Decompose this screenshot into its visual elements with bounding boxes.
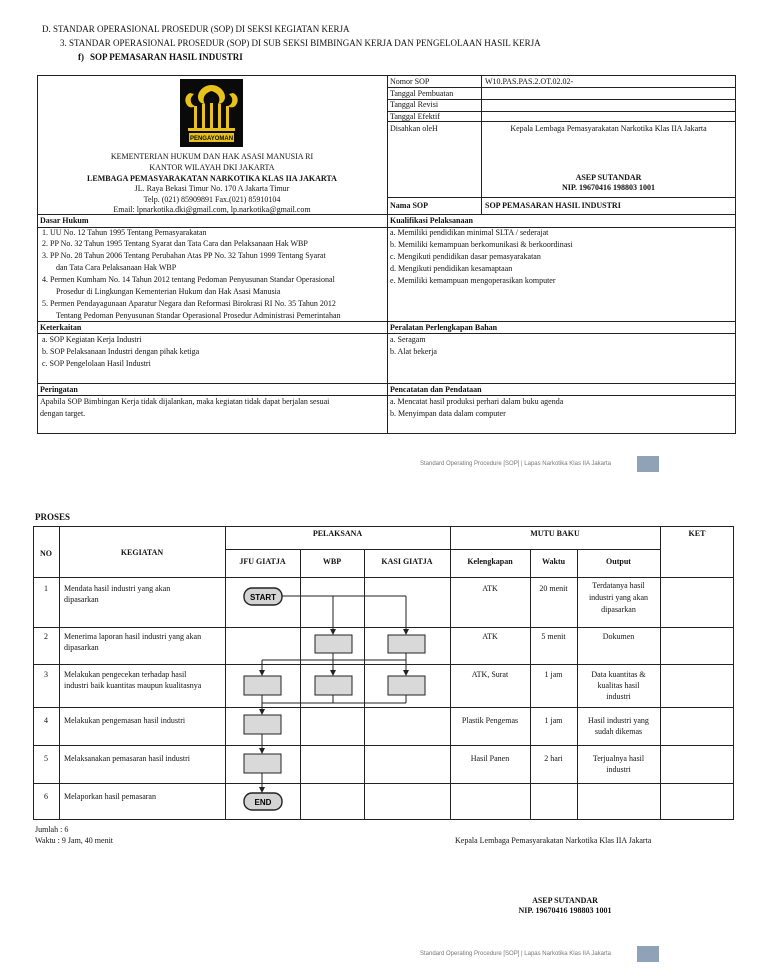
row-kegiatan-line-1: Melakukan pengemasan hasil industri <box>64 716 186 725</box>
process-box-wbp-2 <box>315 635 352 653</box>
logo-caption: PENGAYOMAN <box>189 136 234 142</box>
col-waktu-header: Waktu <box>541 557 566 566</box>
institution-regional-office: KANTOR WILAYAH DKI JAKARTA <box>149 163 275 172</box>
end-label: END <box>254 798 272 807</box>
institution-name: LEMBAGA PEMASYARAKATAN NARKOTIKA KLAS IIA JAKARTA <box>87 174 337 183</box>
page-footer-text: Standard Operating Procedure [SOP] | Lapas Narkotika Klas IIA Jakarta <box>420 461 611 467</box>
peringatan-title: Peringatan <box>40 385 78 394</box>
list-item: c. Mengikuti pendidikan dasar pemasyarakatan <box>390 252 541 261</box>
row-output-line-2: sudah dikemas <box>594 727 643 736</box>
row-output-line-1: Hasil industri yang <box>588 716 649 725</box>
row-kelengkapan: Plastik Pengemas <box>461 716 519 725</box>
list-item: 4. Permen Kumham No. 14 Tahun 2012 tentang Pedoman Penyusunan Standar Operasional <box>42 275 335 284</box>
row-kegiatan-line-1: Mendata hasil industri yang akan <box>64 584 171 593</box>
summary-signer-nip: NIP. 19670416 198803 1001 <box>518 906 612 915</box>
col-jfu-header: JFU GIATJA <box>239 557 286 566</box>
page-footer-text-2: Standard Operating Procedure [SOP] | Lapas Narkotika Klas IIA Jakarta <box>420 951 611 957</box>
row-kegiatan-line-1: Menerima laporan hasil industri yang akan <box>64 632 202 641</box>
keterkaitan-title: Keterkaitan <box>40 323 82 332</box>
row-kegiatan-line-1: Melakukan pengecekan terhadap hasil <box>64 670 187 679</box>
proses-title: PROSES <box>35 512 71 522</box>
peringatan-line-1: Apabila SOP Bimbingan Kerja tidak dijalankan, maka kegiatan tidak dapat berjalan sesuai <box>40 397 330 406</box>
row-output-line-1: Data kuantitas & <box>591 670 646 679</box>
list-item: b. Memiliki kemampuan berkomunikasi & berkoordinasi <box>390 240 573 249</box>
process-box-jfu-3 <box>244 676 281 695</box>
disahkan-label: Disahkan oleH <box>390 124 438 133</box>
sop-marker: f) <box>78 52 84 62</box>
row-waktu: 20 menit <box>539 584 568 593</box>
row-kegiatan-line-1: Melaporkan hasil pemasaran <box>64 792 156 801</box>
list-item: 5. Permen Pendayagunaan Aparatur Negara dan Reformasi Birokrasi RI No. 35 Tahun 2012 <box>42 299 336 308</box>
col-kegiatan-header: KEGIATAN <box>120 548 164 557</box>
row-output-line-1: Terjualnya hasil <box>592 754 645 763</box>
list-item: dan Tata Cara Pelaksanaan Hak WBP <box>56 263 177 272</box>
row-kelengkapan: ATK, Surat <box>471 670 509 679</box>
nomor-sop-value: W10.PAS.PAS.2.OT.02.02- <box>485 77 574 86</box>
nomor-sop-label: Nomor SOP <box>390 77 430 86</box>
process-box-kasi-3 <box>388 676 425 695</box>
row-kegiatan-line-2: dipasarkan <box>64 643 99 652</box>
row-output-line-2: kualitas hasil <box>597 681 640 690</box>
row-kelengkapan: Hasil Panen <box>470 754 510 763</box>
nama-sop-value: SOP PEMASARAN HASIL INDUSTRI <box>485 201 621 210</box>
institution-email[interactable]: Email: lpnarkotika.dki@gmail.com, lp.narkotika@gmail.com <box>113 205 311 214</box>
tanggal-pembuatan-label: Tanggal Pembuatan <box>390 89 454 98</box>
row-no: 6 <box>44 792 48 801</box>
list-item: Tentang Pedoman Penyusunan Standar Operasional Prosedur Administrasi Pemerintahan <box>56 311 341 320</box>
list-item: a. SOP Kegiatan Kerja Industri <box>42 335 142 344</box>
row-output-line-1: Terdatanya hasil <box>592 581 645 590</box>
pencatatan-title: Pencatatan dan Pendataan <box>390 385 482 394</box>
list-item: Prosedur di Lingkungan Kementerian Hukum dan Hak Asasi Manusia <box>56 287 281 296</box>
row-kegiatan-line-1: Melaksanakan pemasaran hasil industri <box>64 754 190 763</box>
list-item: e. Memiliki kemampuan mengoperasikan komputer <box>390 276 556 285</box>
institution-ministry: KEMENTERIAN HUKUM DAN HAK ASASI MANUSIA RI <box>110 152 314 161</box>
section-heading-3: 3. STANDAR OPERASIONAL PROSEDUR (SOP) DI SUB SEKSI BIMBINGAN KERJA DAN PENGELOLAAN HASIL KERJA <box>60 38 541 48</box>
row-kegiatan-line-2: industri baik kuantitas maupun kualitasnya <box>64 681 202 690</box>
disahkan-value: Kepala Lembaga Pemasyarakatan Narkotika Klas IIA Jakarta <box>510 124 707 133</box>
nama-sop-label: Nama SOP <box>390 201 428 210</box>
row-waktu: 5 menit <box>541 632 566 641</box>
list-item: b. SOP Pelaksanaan Industri dengan pihak ketiga <box>42 347 200 356</box>
col-output-header: Output <box>606 557 631 566</box>
institution-address: JL. Raya Bekasi Timur No. 170 A Jakarta Timur <box>134 184 290 193</box>
col-no-header: NO <box>40 549 52 558</box>
row-no: 1 <box>44 584 48 593</box>
row-waktu: 1 jam <box>544 670 563 679</box>
start-label: START <box>249 593 277 602</box>
list-item: b. Alat bekerja <box>390 347 437 356</box>
row-output-line-3: industri <box>606 692 631 701</box>
row-no: 4 <box>44 716 48 725</box>
tanggal-efektif-label: Tanggal Efektif <box>390 112 440 121</box>
section-heading-d: D. STANDAR OPERASIONAL PROSEDUR (SOP) DI SEKSI KEGIATAN KERJA <box>42 24 350 34</box>
list-item: d. Mengikuti pendidikan kesamaptaan <box>390 264 513 273</box>
col-wbp-header: WBP <box>322 557 342 566</box>
process-box-wbp-3 <box>315 676 352 695</box>
col-kasi-header: KASI GIATJA <box>381 557 433 566</box>
process-box-jfu-5 <box>244 754 281 773</box>
signer-name: ASEP SUTANDAR <box>575 173 642 182</box>
list-item: b. Menyimpan data dalam computer <box>390 409 506 418</box>
list-item: 3. PP No. 28 Tahun 2006 Tentang Perubahan Atas PP No. 32 Tahun 1999 Tentang Syarat <box>42 251 326 260</box>
list-item: a. Mencatat hasil produksi perhari dalam buku agenda <box>390 397 564 406</box>
row-kelengkapan: ATK <box>482 584 498 593</box>
peringatan-line-2: dengan target. <box>40 409 86 418</box>
tanggal-revisi-label: Tanggal Revisi <box>390 100 439 109</box>
page-footer-marker-2 <box>637 946 659 962</box>
row-output-line-2: industri <box>606 765 631 774</box>
dasar-hukum-title: Dasar Hukum <box>40 216 89 225</box>
col-ket-header: KET <box>688 529 706 538</box>
process-box-kasi-2 <box>388 635 425 653</box>
kualifikasi-title: Kualifikasi Pelaksanaan <box>390 216 473 225</box>
row-kegiatan-line-2: dipasarkan <box>64 595 99 604</box>
row-no: 5 <box>44 754 48 763</box>
row-no: 2 <box>44 632 48 641</box>
summary-signer-name: ASEP SUTANDAR <box>532 896 598 905</box>
row-output-line-1: Dokumen <box>602 632 635 641</box>
list-item: c. SOP Pengelolaan Hasil Industri <box>42 359 151 368</box>
list-item: a. Memiliki pendidikan minimal SLTA / sederajat <box>390 228 549 237</box>
col-mutu-header: MUTU BAKU <box>530 529 580 538</box>
row-kelengkapan: ATK <box>482 632 498 641</box>
row-no: 3 <box>44 670 48 679</box>
summary-approver: Kepala Lembaga Pemasyarakatan Narkotika Klas IIA Jakarta <box>455 836 652 845</box>
sop-title: SOP PEMASARAN HASIL INDUSTRI <box>90 52 243 62</box>
peralatan-title: Peralatan Perlengkapan Bahan <box>390 323 498 332</box>
row-waktu: 2 hari <box>544 754 563 763</box>
signer-nip: NIP. 19670416 198803 1001 <box>561 183 656 192</box>
list-item: 1. UU No. 12 Tahun 1995 Tentang Pemasyarakatan <box>42 228 207 237</box>
list-item: a. Seragam <box>390 335 426 344</box>
row-output-line-2: industri yang akan <box>588 593 649 602</box>
institution-phone: Telp. (021) 85909891 Fax.(021) 85910104 <box>143 195 281 204</box>
list-item: 2. PP No. 32 Tahun 1995 Tentang Syarat dan Tata Cara dan Pelaksanaan Hak WBP <box>42 239 308 248</box>
summary-jumlah: Jumlah : 6 <box>35 825 69 834</box>
col-kelengkapan-header: Kelengkapan <box>467 557 513 566</box>
summary-waktu: Waktu : 9 Jam, 40 menit <box>35 836 114 845</box>
process-box-jfu-4 <box>244 715 281 734</box>
row-waktu: 1 jam <box>544 716 563 725</box>
row-output-line-3: dipasarkan <box>601 605 636 614</box>
col-pelaksana-header: PELAKSANA <box>312 529 363 538</box>
